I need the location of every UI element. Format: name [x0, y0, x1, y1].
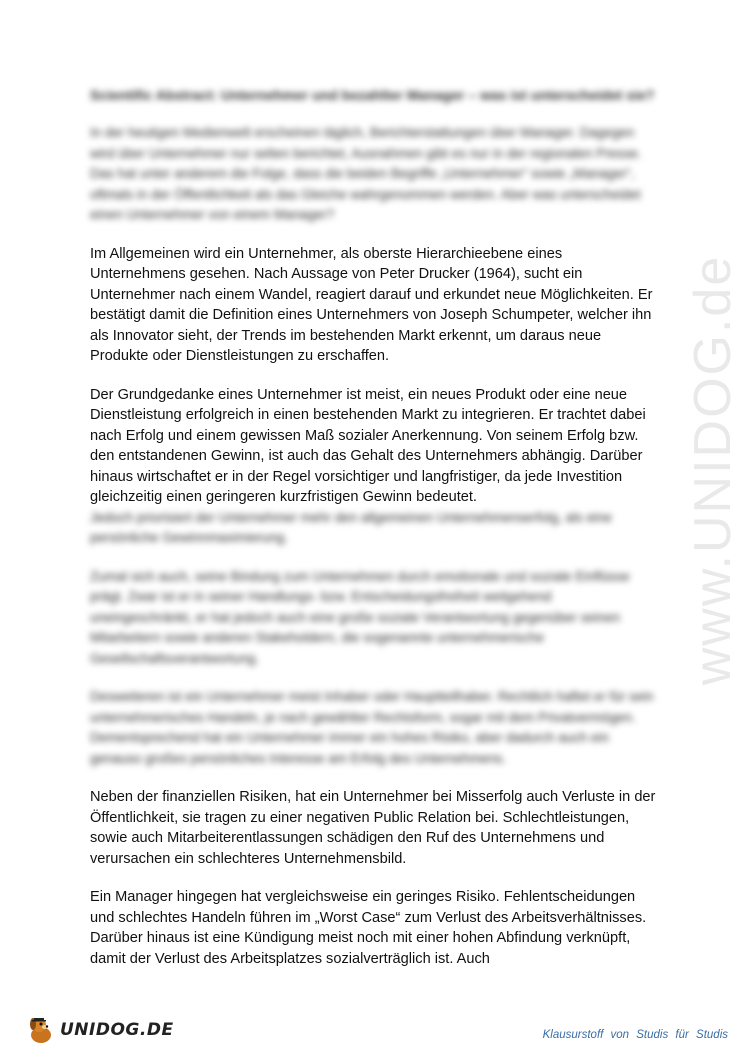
- watermark-text: www.UNIDOG.de: [684, 254, 742, 686]
- document-body: [90, 86, 656, 987]
- paragraph-haftung: Desweiteren ist ein Unternehmer meist Inhaber oder Hauptteilhaber. Rechtlich haftet er für sein unternehmerisches Handeln, je nach gewählter Rechtsform, sogar mit dem Privatvermögen. Dementsprechend hat ein Unternehmer immer ein hohes Risiko, aber dadurch auch ein genauso großes persönliches Interesse am Erfolg des Unternehmens.: [90, 689, 654, 766]
- paragraph-grundgedanke-visible: Der Grundgedanke eines Unternehmer ist meist, ein neues Produkt oder eine neue Dienstleistung erfolgreich in einen bestehenden Markt zu integrieren. Er trachtet dabei nach Erfolg und einem gewissen Maß sozialer Anerkennung. Von seinem Erfolg bzw. den entstandenen Gewinn, ist auch das Gehalt des Unternehmers abhängig. Darüber hinaus wirtschaftet er in der Regel vorsichtiger und langfristiger, da jede Investition gleichzeitig einen geringeren kurzfristigen Gewinn bedeutet.: [90, 386, 646, 505]
- paragraph-manager: Ein Manager hingegen hat vergleichsweise ein geringes Risiko. Fehlentscheidungen und schlechtes Handeln führen im „Worst Case“ zum Verlust des Arbeitsverhältnisses. Darüber hinaus ist eine Kündigung meist noch mit einer hohen Abfindung verknüpft, damit der Verlust des Arbeitsplatzes sozialverträglich ist. Auch: [90, 889, 647, 967]
- unidog-logo[interactable]: [24, 1010, 174, 1050]
- paragraph-bindung: Zumal sich auch, seine Bindung zum Unternehmen durch emotionale und soziale Einflüsse prägt. Zwar ist er in seiner Handlungs- bzw. Entscheidungsfreiheit weitgehend uneingeschränkt, er hat jedoch auch eine große soziale Verantwortung gegenüber seinen Mitarbeitern sowie anderen Stakeholdern, die sogenannte unternehmerische Gesellschaftsverantwortung.: [90, 568, 630, 666]
- paragraph-grundgedanke: [90, 385, 656, 549]
- footer-slogan: Klausurstoff von Studis für Studis: [542, 1029, 728, 1041]
- paragraph-unternehmer-definition: Im Allgemeinen wird ein Unternehmer, als oberste Hierarchieebene eines Unternehmens gesehen. Nach Aussage von Peter Drucker (1964), sucht ein Unternehmer nach einem Wandel, reagiert darauf und erkundet neue Möglichkeiten. Er bestätigt damit die Definition eines Unternehmers von Joseph Schumpeter, welcher ihn als Innovator sieht, der Trends im bestehenden Markt erkennt, um daraus neue Produkte oder Dienstleistungen zu erschaffen.: [90, 245, 653, 364]
- document-title: Scientific Abstract: Unternehmer und bezahlter Manager – was ist unterscheidet sie?: [90, 87, 655, 103]
- paragraph-risiken: Neben der finanziellen Risiken, hat ein Unternehmer bei Misserfolg auch Verluste in der Öffentlichkeit, sie tragen zu einer negativen Public Relation bei. Schlechtleistungen, sowie auch Mitarbeiterentlassungen schädigen den Ruf des Unternehmens und verursachen ein schlechteres Unternehmensbild.: [90, 789, 656, 867]
- paragraph-intro: In der heutigen Medienwelt erscheinen täglich, Berichterstattungen über Manager. Dagegen wird über Unternehmer nur selten berichtet, Ausnahmen gibt es nur in der regionalen Presse. Das hat unter anderem die Folge, dass die beiden Begriffe „Unternehmer“ sowie „Manager“, oftmals in der Öffentlichkeit als das Gleiche wahrgenommen werden. Aber was unterscheidet einen Unternehmer von einem Manager?: [90, 125, 642, 222]
- paragraph-grundgedanke-tail: Jedoch priorisiert der Unternehmer mehr den allgemeinen Unternehmenserfolg, als eine persönliche Gewinnmaximierung.: [90, 509, 612, 545]
- dog-mascot-icon: [24, 1013, 58, 1047]
- logo-text: UNIDOG.DE: [60, 1020, 174, 1040]
